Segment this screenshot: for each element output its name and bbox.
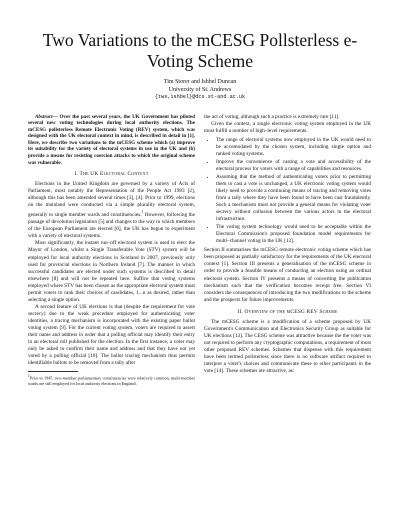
paper-title: Two Variations to the mCESG Pollsterless e-Voting Scheme xyxy=(42,30,358,71)
requirements-list xyxy=(204,137,371,246)
section-1-paragraph-3: A second feature of UK elections is that (despite the requirement for vote secrecy) due to the weak procedure employed for authenticating voter identities, a tracing mechanism is incorporated with the existing paper ballot voting system [9]. For the current voting system, voters are required to assert their name and address in order that a polling official may identify their entry in an electoral roll published for the election. In the first instance, a voter may only be asked to confirm their name and address and that they have not yet voted by a polling official [10]. The ballot tracing mechanism thus permits identifiable ballots to be removed from a tally after xyxy=(28,303,195,367)
section-2-heading: II. Overview of the mCESG REV Scheme xyxy=(237,308,338,315)
footnote-mark: 1 xyxy=(28,374,30,379)
footnote-divider xyxy=(28,371,78,372)
abstract-lead: Abstract xyxy=(35,113,53,120)
section-1-p1-text: Elections in the United Kingdom are governed by a variety of Acts of Parliament, most notably the Representation of the People Act 1983 [2], although this has been amended several times [3], [4]. Prior to 1999, elections on the mainland were conducted via a simple plurality electoral system, generally to single member wards and constituencies. xyxy=(28,181,195,219)
right-paragraph-3: Section II summarises the mCESG remote electronic voting scheme which has been proposed as partially satisfactory for the requirements of the UK electoral context [1]. Section III presents a generalisation of the mCESG scheme in order to provide a feasible means of conducting an election using an ordinal electoral system. Section IV presents a means of converting the publication mechanism such that the verification becomes receipt free. Section VI considers the consequences of introducing the two modifications to the scheme and the prospects for future improvements. xyxy=(204,247,371,303)
right-paragraph-1: the act of voting, although such a practice is extremely rare [11]. xyxy=(204,113,340,120)
paper-authors: Tim Storer and Ishbel Duncan xyxy=(163,79,237,85)
section-1-paragraph-2: Most significantly, the instant run–off electoral system is used to elect the Mayor of London, whilst a Single Transferable Vote (STV) system will be employed for local authority elections in Scotland in 2007, previously only used for provincial elections in Northern Ireland [7]. The manner in which successful candidates are elected under such systems is described in detail elsewhere [8] and will not be repeated here. Suffice that voting systems employed where STV has been chosen as the appropriate electoral system must permit voters to rank their choices of candidates, 1...n as desired, rather than selecting a single option. xyxy=(28,240,195,303)
requirement-item: • The range of electoral systems now employed in the UK would need to be accomodated by the chosen system, including single option and ranked voting systems. xyxy=(216,137,371,158)
requirement-item: • Improve the convenience of casting a vote and accessibility of the electoral process for voters with a range of capabilities and resources. xyxy=(216,159,371,173)
right-column xyxy=(204,114,371,387)
paper-email: {tws,ishbel}@dcs.st-and.ac.uk xyxy=(154,94,246,100)
right-paragraph-2: Given the context, a single electronic voting system employed in the UK must fulfill a number of high–level requirements. xyxy=(204,120,371,134)
two-column-body xyxy=(28,114,372,387)
section-1-paragraph-1 xyxy=(28,181,195,240)
section-1-p1-cont: However, following the passage of devolution legislation [5] and changes to the way in which members of the European Parliament are elected [6], the UK has begun to experiment with a variety of electoral systems. xyxy=(28,212,195,240)
footnote xyxy=(28,374,195,386)
abstract-text: — Over the past several years, the UK Government has piloted several new voting technologies during local authority elections. The mCESG pollsterless Remote Electronic Voting (REV) system, which was designed with the UK electoral context in mind, is described in detail in [1]. Here, we describe two variations to the mCESG scheme which (a) improve its suitability for the variety of electoral systems in use in the UK and (b) provide a means for resisting coercion attacks to which the original scheme was vulnerable. xyxy=(28,113,195,166)
left-column xyxy=(28,114,195,387)
footnote-ref: 1 xyxy=(141,210,144,215)
paper-affiliation: University of St. Andrews xyxy=(168,86,232,93)
section-2-paragraph-1: The mCESG scheme is a modification of a scheme proposed by UK Government's Communication and Electronics Security Group as suitable for UK elections [13]. The CESG scheme was attractive because the the voter was not required to perform any cryptographic computations, a requirement of most other proposed REV schemes. Schemes that dispense with this requirement have been termed pollsterless since there is no software artifact required to interpret a voter's choices and communicate these to other participants in the vote [14]. These schemes are attractive, as: xyxy=(204,318,371,375)
section-1-heading: I. The UK Electoral Context xyxy=(74,171,149,178)
requirement-item: • Assuming that the method of authenticating voters prior to permitting them to cast a vote is unchanged, a UK electronic voting system would likely need to provide a continuing means of tracing and removing votes from a tally where they have been found to have been cast fraudulently. Such a mechanism must not provide a general means for violating voter secrecy without collusion between the various actors in the electoral infrastructure. xyxy=(216,174,371,223)
requirement-item: • The voting system technology would need to be acceptable within the Electoral Commission's proposed foundation model requirements for multi–channel voting in the UK [12]. xyxy=(216,224,371,245)
abstract xyxy=(28,114,195,167)
footnote-text: Prior to 1945, two–member parliamentary constituencies were relatively common, multi-member wards are still employed for local authority elections in England. xyxy=(28,375,195,386)
